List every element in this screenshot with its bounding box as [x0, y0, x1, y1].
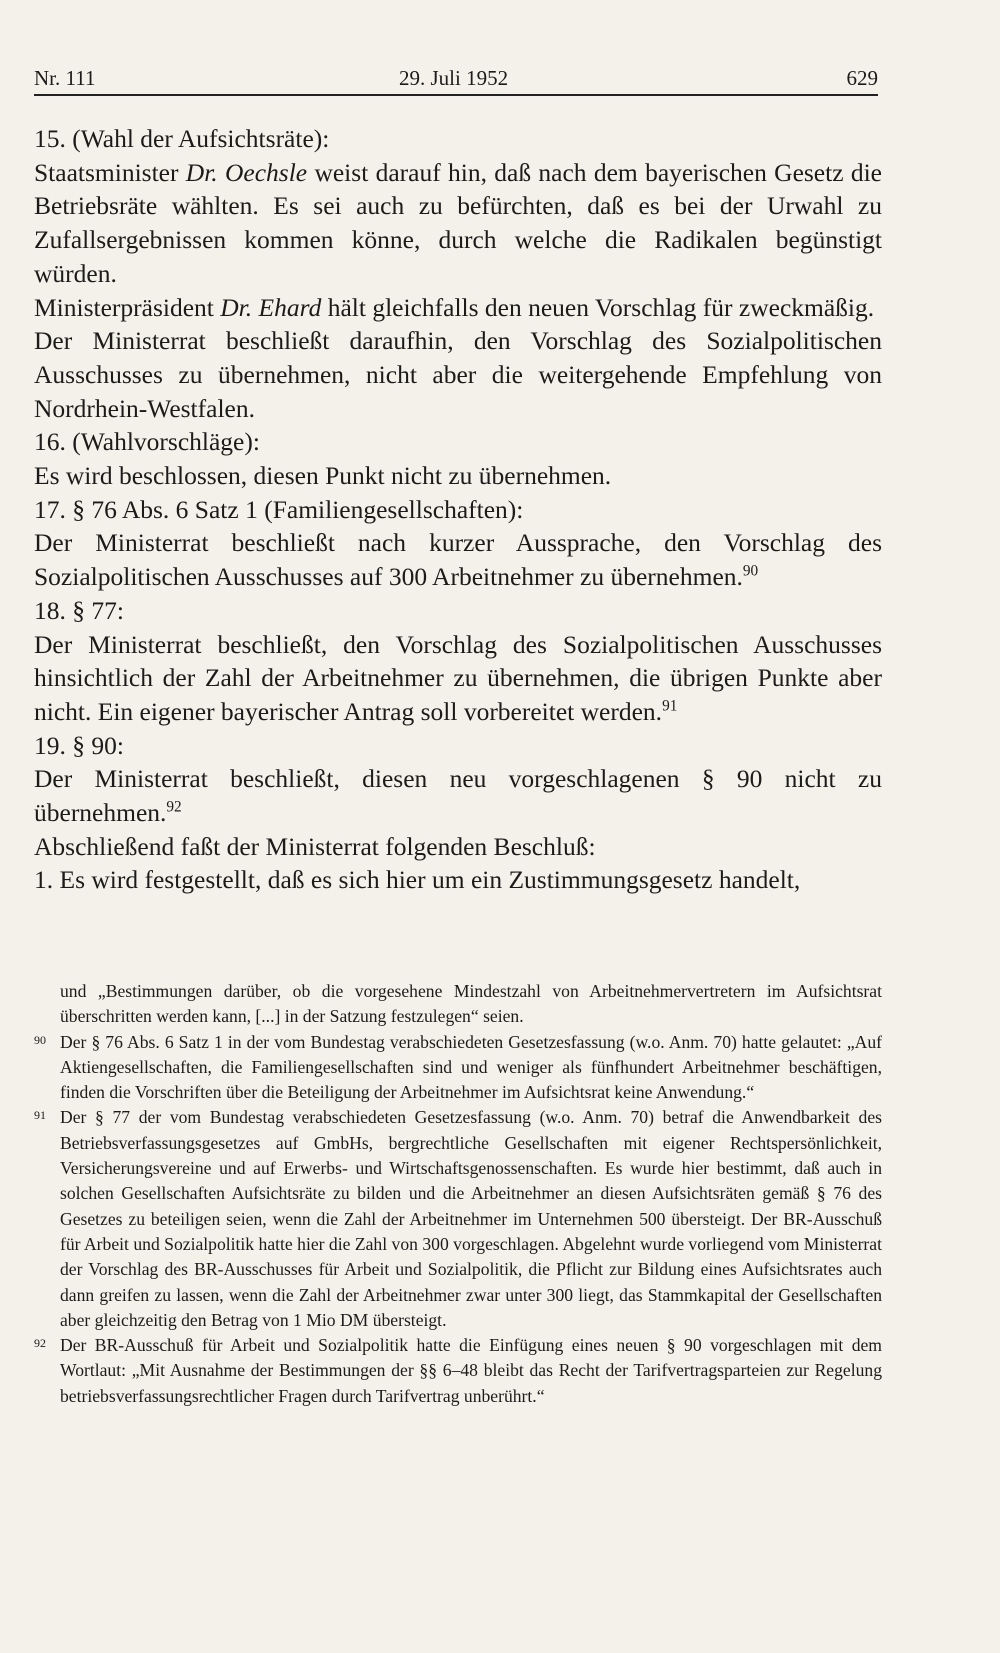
- resolution-15: Der Ministerrat beschließt daraufhin, den Vorschlag des Sozialpolitischen Ausschusses zu übernehmen, nicht aber die weitergehende Empfehlung von Nordrhein-Westfalen.: [34, 326, 882, 423]
- footnote-ref-90: 90: [742, 562, 759, 580]
- document-date: 29. Juli 1952: [399, 66, 509, 90]
- resolution-19: Der Ministerrat beschließt, diesen neu vorgeschlagenen § 90 nicht zu übernehmen.$^{92}$: [34, 764, 882, 828]
- item-heading-19: 19. § 90:: [34, 730, 124, 760]
- final-resolution-intro: Abschließend faßt der Ministerrat folgenden Beschluß:: [34, 831, 596, 861]
- footnote-number: 91: [34, 1108, 46, 1123]
- resolution-17: Der Ministerrat beschließt nach kurzer Aussprache, den Vorschlag des Sozialpolitischen Ausschusses auf 300 Arbeitnehmer zu übernehmen.$^{90}$: [34, 528, 882, 592]
- footnote-number: 92: [34, 1336, 46, 1351]
- page-number: 629: [846, 66, 878, 90]
- footnote-91: 91 Der § 77 der vom Bundestag verabschiedeten Gesetzesfassung (w.o. Anm. 70) betraf die Anwendbarkeit des Betriebsverfassungsgesetzes auf GmbHs, bergrechtliche Gesellschaften mit eigener Rechtspersönlichkeit, Versicherungsvereine und auf Erwerbs- und Wirtschaftsgenossenschaften. Es wurde hier bestimmt, daß auch in solchen Gesellschaften Aufsichtsräte zu bilden und die Arbeitnehmer an diesen Aufsichtsräten gemäß § 76 des Gesetzes zu beteiligen seien, wenn die Zahl der Arbeitnehmer im Unternehmen 500 übersteigt. Der BR-Ausschuß für Arbeit und Sozialpolitik hatte hier die Zahl von 300 vorgeschlagen. Abgelehnt wurde vorliegend vom Ministerrat der Vorschlag des BR-Ausschusses für Arbeit und Sozialpolitik, die Pflicht zur Bildung eines Aufsichtsrates auch dann greifen zu lassen, wenn die Zahl der Arbeitnehmer zwar unter 300 liegt, das Stammkapital der Gesellschaften aber gleichzeitig den Betrag von 1 Mio DM übersteigt.: [34, 1105, 882, 1333]
- footnote-ref-91: 91: [662, 697, 678, 715]
- footnotes: [34, 979, 882, 1409]
- footnote-ref-92: 92: [166, 798, 182, 816]
- item-heading-16: 16. (Wahlvorschläge):: [34, 427, 260, 457]
- resolution-18: Der Ministerrat beschließt, den Vorschlag des Sozialpolitischen Ausschusses hinsichtlich der Zahl der Arbeitnehmer zu übernehmen, die übrigen Punkte aber nicht. Ein eigener bayerischer Antrag soll vorbereitet werden.$^{91}$: [34, 629, 882, 726]
- main-text: [34, 122, 882, 897]
- document-number: Nr. 111: [34, 66, 96, 90]
- item-heading-18: 18. § 77:: [34, 595, 124, 625]
- footnote-92: 92 Der BR-Ausschuß für Arbeit und Sozialpolitik hatte die Einfügung eines neuen § 90 vorgeschlagen mit dem Wortlaut: „Mit Ausnahme der Bestimmungen der §§ 6–48 bleibt das Recht der Tarifvertragsparteien zur Regelung betriebsverfassungsrechtlicher Fragen durch Tarifvertrag unberührt.“: [34, 1333, 882, 1409]
- footnote-90: 90 Der § 76 Abs. 6 Satz 1 in der vom Bundestag verabschiedeten Gesetzesfassung (w.o. Anm. 70) hatte gelautet: „Auf Aktiengesellschaften, die Familiengesellschaften sind und weniger als fünfhundert Arbeitnehmer beschäftigen, finden die Vorschriften über die Beteiligung der Arbeitnehmer im Aufsichtsrat keine Anwendung.“: [34, 1030, 882, 1106]
- paragraph-ehard: Ministerpräsident Dr. Ehard hält gleichfalls den neuen Vorschlag für zweckmäßig.: [34, 292, 875, 322]
- footnote-number: 90: [34, 1032, 46, 1047]
- resolution-16: Es wird beschlossen, diesen Punkt nicht zu übernehmen.: [34, 461, 612, 491]
- item-heading-17: 17. § 76 Abs. 6 Satz 1 (Familiengesellschaften):: [34, 494, 524, 524]
- item-heading-15: 15. (Wahl der Aufsichtsräte):: [34, 124, 330, 153]
- final-resolution-point-1: 1. Es wird festgestellt, daß es sich hier um ein Zustimmungsgesetz handelt,: [34, 865, 801, 895]
- footnote-continuation: und „Bestimmungen darüber, ob die vorgesehene Mindestzahl von Arbeitnehmervertretern im Aufsichtsrat überschritten werden kann, [...] in der Satzung festzulegen“ seien.: [60, 981, 882, 1027]
- paragraph-oechsle: Staatsminister Dr. Oechsle weist darauf hin, daß nach dem bayerischen Gesetz die Betriebsräte wählten. Es sei auch zu befürchten, daß es bei der Urwahl zu Zufallsergebnissen kommen könne, durch welche die Radikalen begünstigt würden.: [34, 157, 882, 288]
- page-header: [34, 60, 878, 96]
